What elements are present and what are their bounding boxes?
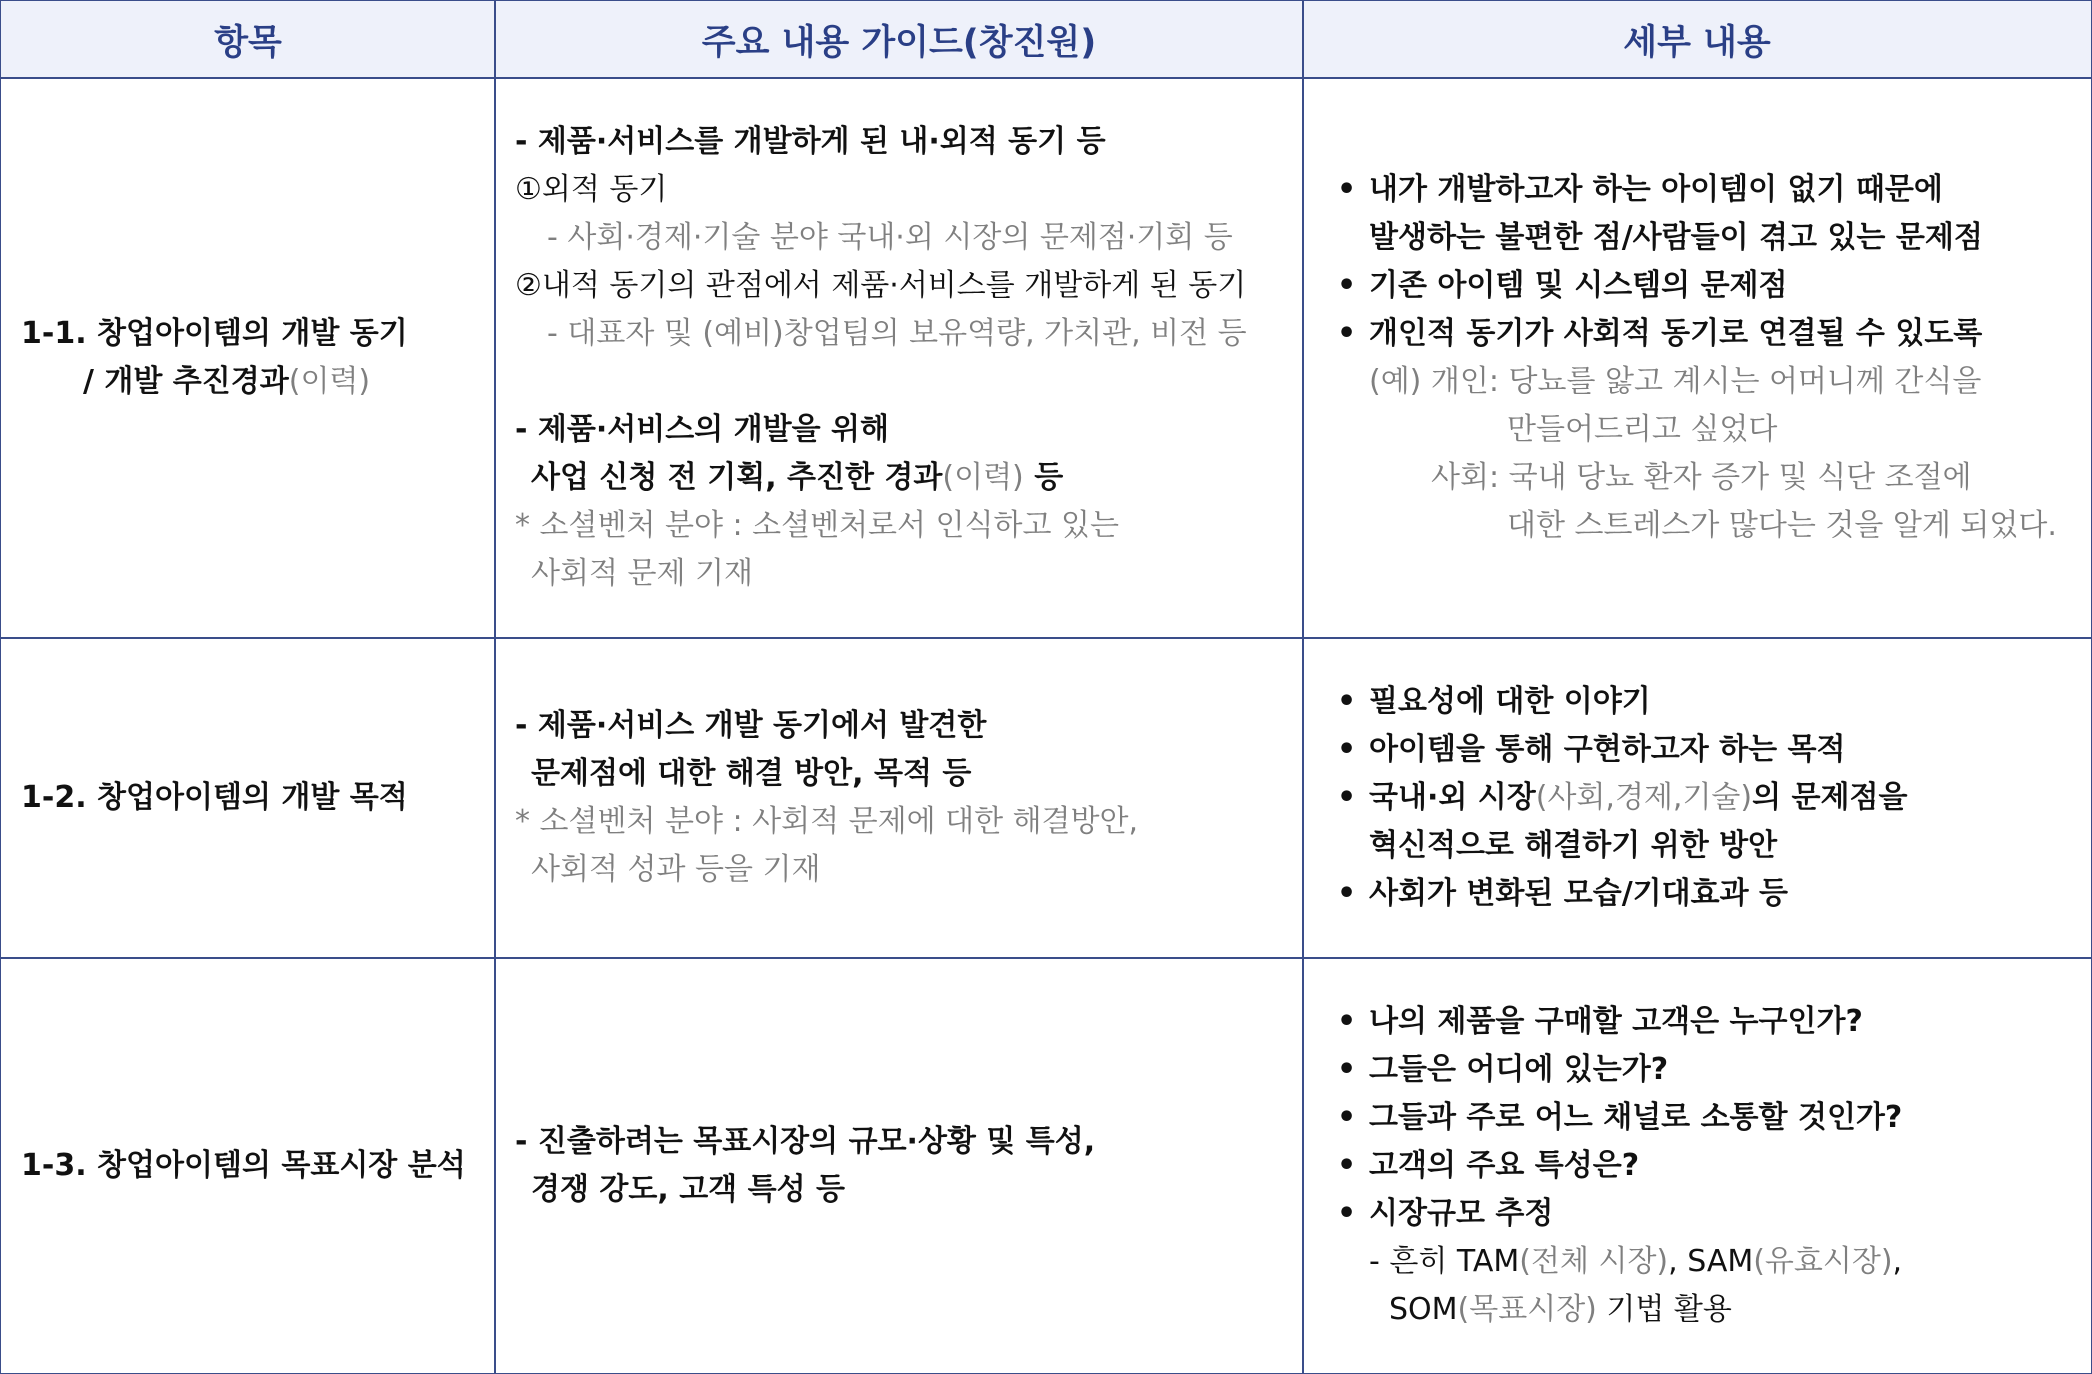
guide-line: ②내적 동기의 관점에서 제품·서비스를 개발하게 된 동기 — [515, 268, 1247, 303]
detail-bullet: • 내가 개발하고자 하는 아이템이 없기 때문에 — [1337, 166, 2087, 214]
row2-guide-cell — [515, 639, 1295, 957]
column-divider — [1302, 1, 1304, 1373]
row3-item-cell — [21, 959, 481, 1373]
guide-line: - 제품·서비스의 개발을 위해 — [515, 412, 889, 447]
bullet-icon: • — [1337, 1004, 1357, 1039]
guide-line: 문제점에 대한 해결 방안, 목적 등 — [531, 756, 972, 791]
row1-detail-cell — [1337, 79, 2087, 637]
bullet-icon: • — [1337, 172, 1357, 207]
bullet-icon: • — [1337, 316, 1357, 351]
bullet-icon: • — [1337, 1148, 1357, 1183]
example-line: 대한 스트레스가 많다는 것을 알게 되었다. — [1507, 508, 2057, 543]
detail-bullet: • 국내·외 시장(사회,경제,기술)의 문제점을 — [1337, 774, 2087, 822]
detail-sub-line: - 흔히 TAM(전체 시장), SAM(유효시장), — [1369, 1244, 1903, 1279]
header-item: 항목 — [214, 22, 282, 63]
guide-note: * 소셜벤처 분야 : 소셜벤처로서 인식하고 있는 — [515, 508, 1119, 543]
row1-guide-cell — [515, 79, 1295, 637]
detail-bullet: • 고객의 주요 특성은? — [1337, 1142, 2087, 1190]
row2-detail-cell — [1337, 639, 2087, 957]
detail-bullet: • 그들과 주로 어느 채널로 소통할 것인가? — [1337, 1094, 2087, 1142]
guide-line: ①외적 동기 — [515, 172, 668, 207]
example-line: 사회: 국내 당뇨 환자 증가 및 식단 조절에 — [1431, 460, 1972, 495]
guide-note: 사회적 문제 기재 — [531, 556, 753, 591]
bullet-icon: • — [1337, 268, 1357, 303]
example-line: 만들어드리고 싶었다 — [1507, 412, 1778, 447]
header-guide: 주요 내용 가이드(창진원) — [701, 22, 1097, 63]
spacer — [515, 358, 1295, 406]
header-detail: 세부 내용 — [1623, 22, 1771, 63]
detail-line: 혁신적으로 해결하기 위한 방안 — [1369, 828, 1778, 863]
detail-line: 발생하는 불편한 점/사람들이 겪고 있는 문제점 — [1369, 220, 1983, 255]
bullet-icon: • — [1337, 876, 1357, 911]
bullet-icon: • — [1337, 1196, 1357, 1231]
guide-line: - 제품·서비스 개발 동기에서 발견한 — [515, 708, 987, 743]
bullet-icon: • — [1337, 732, 1357, 767]
detail-bullet: • 개인적 동기가 사회적 동기로 연결될 수 있도록 — [1337, 310, 2087, 358]
guide-line: 경쟁 강도, 고객 특성 등 — [531, 1172, 845, 1207]
detail-bullet: • 나의 제품을 구매할 고객은 누구인가? — [1337, 998, 2087, 1046]
column-divider — [494, 1, 496, 1373]
guide-line: - 대표자 및 (예비)창업팀의 보유역량, 가치관, 비전 등 — [547, 316, 1247, 351]
guide-line: 사업 신청 전 기획, 추진한 경과(이력) 등 — [531, 460, 1064, 495]
guide-note: 사회적 성과 등을 기재 — [531, 852, 821, 887]
bullet-icon: • — [1337, 1052, 1357, 1087]
detail-bullet: • 사회가 변화된 모습/기대효과 등 — [1337, 870, 2087, 918]
row3-item-title: 1-3. 창업아이템의 목표시장 분석 — [21, 1148, 466, 1183]
row2-item-cell — [21, 639, 481, 957]
row1-item-cell — [21, 79, 481, 637]
row1-item-title: 1-1. 창업아이템의 개발 동기 — [21, 316, 408, 351]
detail-bullet: • 시장규모 추정 — [1337, 1190, 2087, 1238]
guide-line: - 사회·경제·기술 분야 국내·외 시장의 문제점·기회 등 — [547, 220, 1233, 255]
detail-bullet: • 아이템을 통해 구현하고자 하는 목적 — [1337, 726, 2087, 774]
guide-note: * 소셜벤처 분야 : 사회적 문제에 대한 해결방안, — [515, 804, 1139, 839]
bullet-icon: • — [1337, 684, 1357, 719]
bullet-icon: • — [1337, 1100, 1357, 1135]
detail-sub-line: SOM(목표시장) 기법 활용 — [1389, 1292, 1732, 1327]
detail-bullet: • 필요성에 대한 이야기 — [1337, 678, 2087, 726]
row3-detail-cell — [1337, 959, 2087, 1373]
row2-item-title: 1-2. 창업아이템의 개발 목적 — [21, 780, 408, 815]
guide-line: - 제품·서비스를 개발하게 된 내·외적 동기 등 — [515, 124, 1106, 159]
detail-bullet: • 그들은 어디에 있는가? — [1337, 1046, 2087, 1094]
row1-item-subtitle: / 개발 추진경과(이력) — [83, 364, 371, 399]
guide-line: - 진출하려는 목표시장의 규모·상황 및 특성, — [515, 1124, 1096, 1159]
example-line: (예) 개인: 당뇨를 앓고 계시는 어머니께 간식을 — [1369, 364, 1982, 399]
row3-guide-cell — [515, 959, 1295, 1373]
detail-bullet: • 기존 아이템 및 시스템의 문제점 — [1337, 262, 2087, 310]
bullet-icon: • — [1337, 780, 1357, 815]
